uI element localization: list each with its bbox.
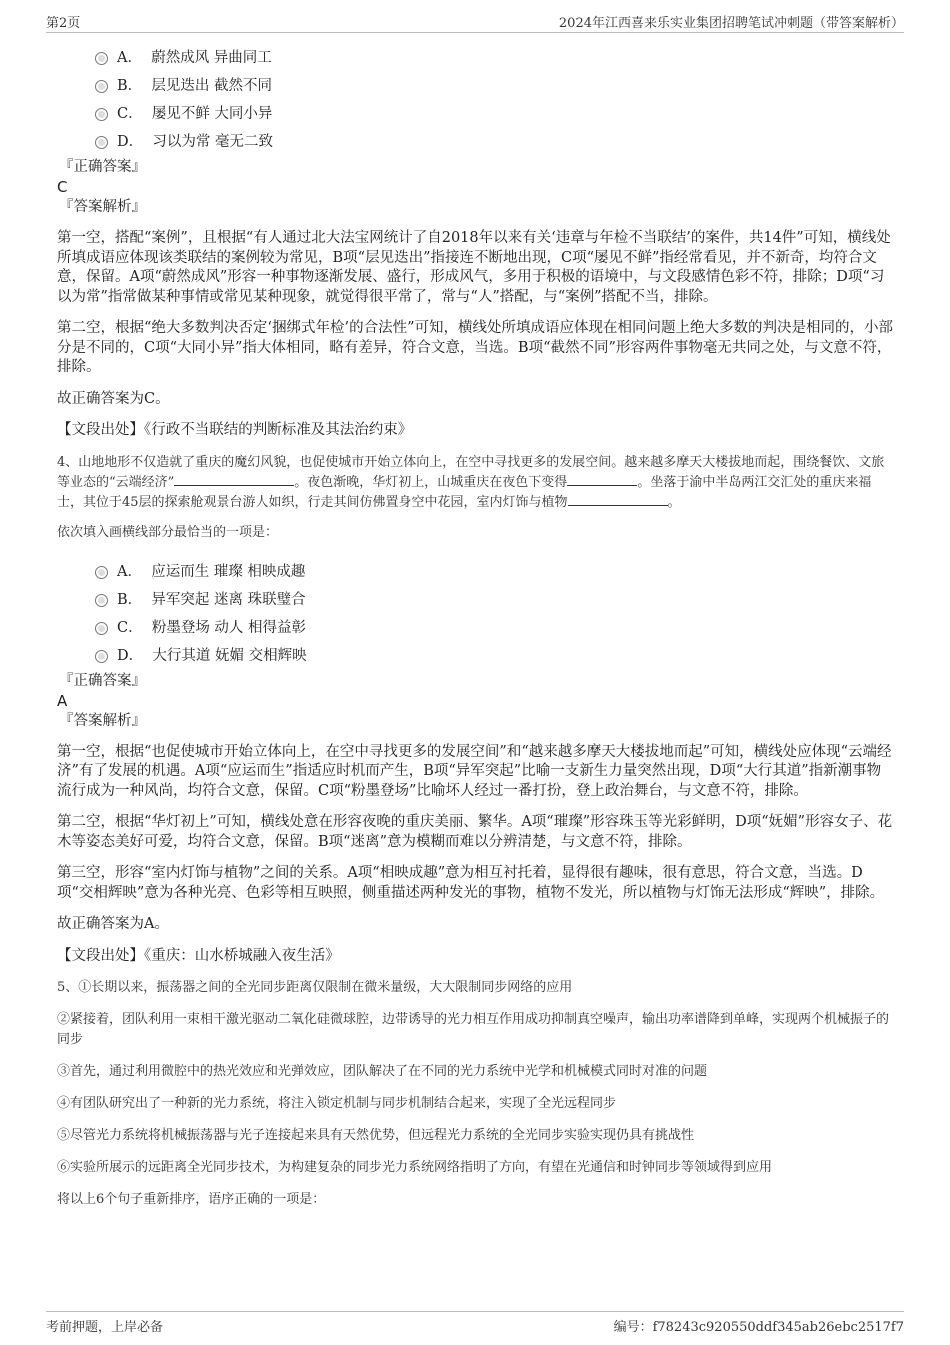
q3-option-c[interactable]: C． 屡见不鲜 大同小异 (95, 99, 895, 127)
answer-value: A (57, 691, 68, 710)
q4-option-a[interactable]: A． 应运而生 璀璨 相映成趣 (95, 557, 895, 585)
fill-blank (568, 493, 668, 506)
question-sentence: ②紧接着，团队利用一束相干激光驱动二氧化硅微球腔，边带诱导的光力相互作用成功抑制真空噪声，输出功率谱降到单峰，实现两个机械振子的同步 (57, 1012, 890, 1047)
q4-option-b[interactable]: B． 异军突起 迷离 珠联璧合 (95, 585, 895, 613)
source-citation: 【文段出处】《行政不当联结的判断标准及其法治约束》 (57, 422, 413, 438)
analysis-paragraph: 第一空，根据“也促使城市开始立体向上，在空中寻找更多的发展空间”和“越来越多摩天大楼拔地而起”可知，横线处应体现“云端经济”有了发展的机遇。A项“应运而生”指适应时机而产生，B项“异军突起”比喻一支新生力量突然出现，D项“大行其道”指新潮事物流行成为一种风尚，均符合文意，保留。C项“粉墨登场”比喻坏人经过一番打扮，登上政治舞台，与文意不符，排除。 (57, 743, 892, 799)
analysis-paragraph: 第二空，根据“华灯初上”可知，横线处意在形容夜晚的重庆美丽、繁华。A项“璀璨”形容珠玉等光彩鲜明，D项“妩媚”形容女子、花木等姿态美好可爱，均符合文意，保留。B项“迷离”意为模糊而难以分辨清楚，与文意不符，排除。 (57, 814, 893, 850)
answer-value: C (57, 178, 68, 196)
radio-icon[interactable] (95, 594, 108, 607)
analysis-label: 『答案解析』 (59, 712, 146, 729)
question-sentence: ⑥实验所展示的远距离全光同步技术，为构建复杂的同步光力系统网络指明了方向，有望在光通信和时钟同步等领域得到应用 (57, 1160, 773, 1175)
answer-label: 『正确答案』 (59, 159, 146, 175)
fill-blank (174, 473, 294, 486)
radio-icon[interactable] (95, 650, 108, 663)
page-content (57, 40, 895, 1210)
q3-option-a[interactable]: A． 蔚然成风 异曲同工 (95, 43, 895, 71)
radio-icon[interactable] (95, 566, 108, 579)
q3-option-d[interactable]: D． 习以为常 毫无二致 (95, 127, 895, 155)
analysis-paragraph: 第三空，形容“室内灯饰与植物”之间的关系。A项“相映成趣”意为相互衬托着，显得很有趣味，很有意思，符合文意，当选。D项“交相辉映”意为各种光亮、色彩等相互映照，侧重描述两种发光的事物，植物不发光，所以植物与灯饰无法形成“辉映”，排除。 (57, 865, 885, 901)
q3-option-b[interactable]: B． 层见迭出 截然不同 (95, 71, 895, 99)
analysis-paragraph: 第一空，搭配“案例”，且根据“有人通过北大法宝网统计了自2018年以来有关‘违章与年检不当联结’的案件，共14件”可知，横线处所填成语应体现该类联结的案例较为常见，B项“层见迭出”指接连不断地出现，C项“屡见不鲜”指经常看见，并不新奇，均符合文意，保留。A项“蔚然成风”形容一种事物逐渐发展、盛行，形成风气，多用于积极的语境中，与文段感情色彩不符，排除；D项“习以为常”指常做某种事情或常见某种现象，就觉得很平常了，常与“人”搭配，与“案例”搭配不当，排除。 (57, 230, 891, 305)
page-number: 第2页 (46, 16, 81, 31)
question-sentence: ③首先，通过利用微腔中的热光效应和光弹效应，团队解决了在不同的光力系统中光学和机械模式同时对准的问题 (57, 1064, 708, 1079)
question-sentence: ⑤尽管光力系统将机械振荡器与光子连接起来具有天然优势，但远程光力系统的全光同步实验实现仍具有挑战性 (57, 1128, 695, 1143)
question-prompt: 将以上6个句子重新排序，语序正确的一项是： (57, 1192, 326, 1207)
footer-slogan: 考前押题，上岸必备 (46, 1320, 164, 1335)
radio-icon[interactable] (95, 80, 108, 93)
analysis-conclusion: 故正确答案为C。 (57, 390, 170, 407)
question-sentence: 5、①长期以来，振荡器之间的全光同步距离仅限制在微米量级，大大限制同步网络的应用 (57, 980, 573, 995)
radio-icon[interactable] (95, 108, 108, 121)
analysis-paragraph: 第二空，根据“绝大多数判决否定‘捆绑式年检’的合法性”可知，横线处所填成语应体现在相同问题上绝大多数的判决是相同的，小部分是不同的，C项“大同小异”指大体相同，略有差异，符合文意，当选。B项“截然不同”形容两件事物毫无共同之处，与文意不符，排除。 (57, 320, 894, 375)
analysis-label: 『答案解析』 (59, 199, 146, 215)
radio-icon[interactable] (95, 136, 108, 149)
radio-icon[interactable] (95, 622, 108, 635)
answer-label: 『正确答案』 (59, 672, 146, 689)
page-footer (46, 1311, 904, 1338)
q4-option-c[interactable]: C． 粉墨登场 动人 相得益彰 (95, 613, 895, 641)
analysis-conclusion: 故正确答案为A。 (57, 916, 169, 932)
radio-icon[interactable] (95, 52, 108, 65)
question-stem: 4、山地地形不仅造就了重庆的魔幻风貌，也促使城市开始立体向上，在空中寻找更多的发展空间。越来越多摩天大楼拔地而起，围绕餐饮、文旅等业态的“云端经济” 。夜色渐晚，华灯初上，山城重庆在夜色下变得 。坐落于渝中半岛两江交汇处的重庆来福士，其位于45层的探索舱观景台游人如织，行走其间仿佛置身空中花园，室内灯饰与植物 。 (57, 454, 885, 510)
source-citation: 【文段出处】《重庆：山水桥城融入夜生活》 (57, 947, 340, 964)
question-sentence: ④有团队研究出了一种新的光力系统，将注入锁定机制与同步机制结合起来，实现了全光远程同步 (57, 1096, 617, 1111)
q4-option-d[interactable]: D． 大行其道 妩媚 交相辉映 (95, 641, 895, 669)
fill-blank (567, 473, 637, 486)
document-title: 2024年江西喜来乐实业集团招聘笔试冲刺题（带答案解析） (558, 16, 904, 31)
document-id: 编号：f78243c920550ddf345ab26ebc2517f7 (613, 1320, 904, 1335)
question-prompt: 依次填入画横线部分最恰当的一项是： (57, 524, 279, 540)
page-header (46, 12, 904, 33)
q4-options (57, 557, 895, 669)
q3-options (57, 43, 895, 155)
